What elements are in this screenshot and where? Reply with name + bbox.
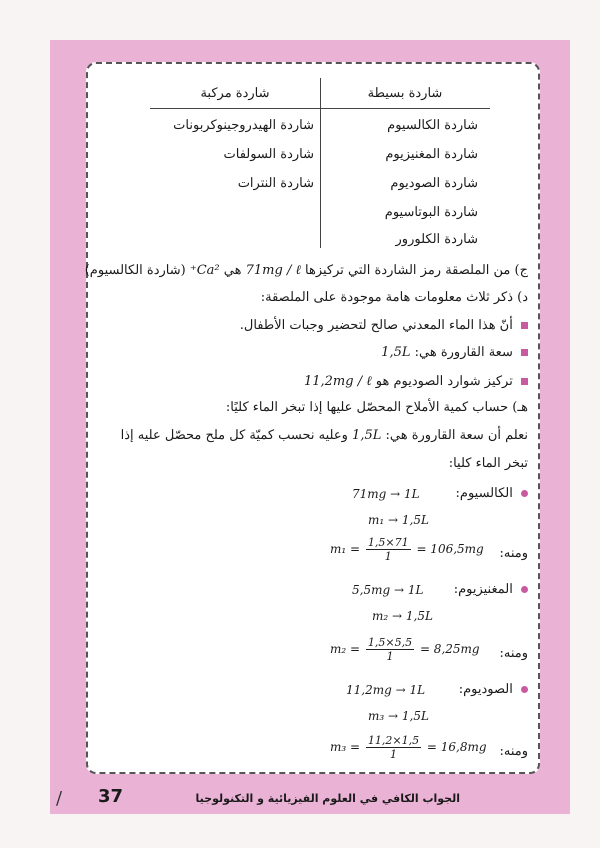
sodium-fraction [366, 734, 421, 761]
intro-1-b: وعليه نحسب كميّة كل ملح محصّل عليه إذا [120, 428, 348, 443]
magnesium-rule-1: 5,5mg → 1L [352, 583, 424, 597]
calcium-numerator: 1,5×71 [367, 536, 409, 549]
simple-ion-1: شاردة الكالسيوم [387, 118, 478, 133]
compound-ion-1: شاردة الهيدروجينوكربونات [173, 118, 314, 133]
sodium-result: = 16,8mg [426, 740, 487, 754]
calcium-equation [330, 536, 484, 563]
magnesium-fraction [366, 636, 414, 663]
calcium-fraction [366, 536, 411, 563]
question-c-is: هي [223, 263, 242, 278]
item-3-label: تركيز شوارد الصوديوم هو [375, 374, 513, 389]
question-d-item-3 [304, 373, 528, 389]
page-number: 37 [98, 786, 124, 807]
question-h-title: هـ) حساب كمية الأملاح المحصّل عليها إذا تبخر الماء كليًا: [225, 400, 528, 415]
ions-table [150, 78, 490, 248]
calcium-label [456, 486, 528, 501]
magnesium-label-text: المغنيزيوم: [453, 582, 513, 597]
table-divider [320, 78, 321, 248]
square-bullet-icon [521, 322, 528, 329]
compound-ion-3: شاردة النترات [237, 176, 314, 191]
sodium-and-so: ومنه: [499, 744, 528, 759]
simple-ion-4: شاردة البوتاسيوم [384, 205, 478, 220]
dot-bullet-icon [521, 686, 528, 693]
calcium-label-text: الكالسيوم: [455, 486, 513, 501]
sodium-label [459, 682, 528, 697]
magnesium-rule-2: m₂ → 1,5L [372, 609, 433, 623]
question-c [85, 262, 528, 278]
simple-ion-2: شاردة المغنيزيوم [385, 147, 478, 162]
magnesium-label [454, 582, 528, 597]
compound-ion-2: شاردة السولفات [223, 147, 314, 162]
question-d-item-1 [240, 318, 528, 333]
sodium-label-text: الصوديوم: [458, 682, 513, 697]
sodium-rule-2: m₃ → 1,5L [368, 709, 429, 723]
sodium-equation [330, 734, 487, 761]
calcium-result: = 106,5mg [416, 542, 484, 556]
sodium-lhs: m₃ = [330, 740, 361, 754]
question-h-intro-2: تبخر الماء كليا: [448, 456, 528, 471]
magnesium-denominator: 1 [386, 650, 394, 663]
magnesium-equation [330, 636, 480, 663]
square-bullet-icon [521, 349, 528, 356]
simple-ion-3: شاردة الصوديوم [390, 176, 478, 191]
calcium-lhs: m₁ = [330, 542, 361, 556]
book-title: الجواب الكافي في العلوم الفيزيائية و التكنولوجيا [195, 792, 460, 805]
question-d-title: د) ذكر ثلاث معلومات هامة موجودة على الملصقة: [260, 290, 528, 305]
question-d-item-2 [381, 345, 528, 360]
square-bullet-icon [521, 378, 528, 385]
question-c-value: 71mg / ℓ [245, 263, 301, 278]
magnesium-and-so: ومنه: [499, 646, 528, 661]
calcium-and-so: ومنه: [499, 546, 528, 561]
calcium-rule-2: m₁ → 1,5L [368, 513, 429, 527]
sodium-numerator: 11,2×1,5 [367, 734, 420, 747]
question-c-symbol: Ca²⁺ [189, 263, 220, 278]
dot-bullet-icon [521, 586, 528, 593]
magnesium-result: = 8,25mg [419, 642, 480, 656]
item-3-value: 11,2mg / ℓ [303, 374, 372, 389]
calcium-rule-1: 71mg → 1L [352, 487, 420, 501]
sodium-denominator: 1 [389, 748, 397, 761]
question-c-name: (شاردة الكالسيوم) [84, 263, 186, 278]
item-2-label: سعة القارورة هي: [414, 345, 513, 360]
pen-mark: / [56, 788, 63, 809]
header-compound: شاردة مركبة [200, 85, 270, 101]
sodium-rule-1: 11,2mg → 1L [346, 683, 426, 697]
intro-1-a: نعلم أن سعة القارورة هي: [385, 428, 528, 443]
header-simple: شاردة بسيطة [367, 85, 443, 101]
simple-ion-5: شاردة الكلورور [395, 232, 478, 247]
item-1-text: أنّ هذا الماء المعدني صالح لتحضير وجبات الأطفال. [239, 318, 513, 333]
magnesium-numerator: 1,5×5,5 [367, 636, 413, 649]
item-2-value: 1,5L [381, 345, 411, 360]
magnesium-lhs: m₂ = [330, 642, 361, 656]
question-h-intro-1 [121, 428, 528, 443]
question-c-text: ج) من الملصقة رمز الشاردة التي تركيزها [305, 263, 528, 278]
intro-1-value: 1,5L [352, 428, 382, 443]
calcium-denominator: 1 [384, 550, 392, 563]
dot-bullet-icon [521, 490, 528, 497]
